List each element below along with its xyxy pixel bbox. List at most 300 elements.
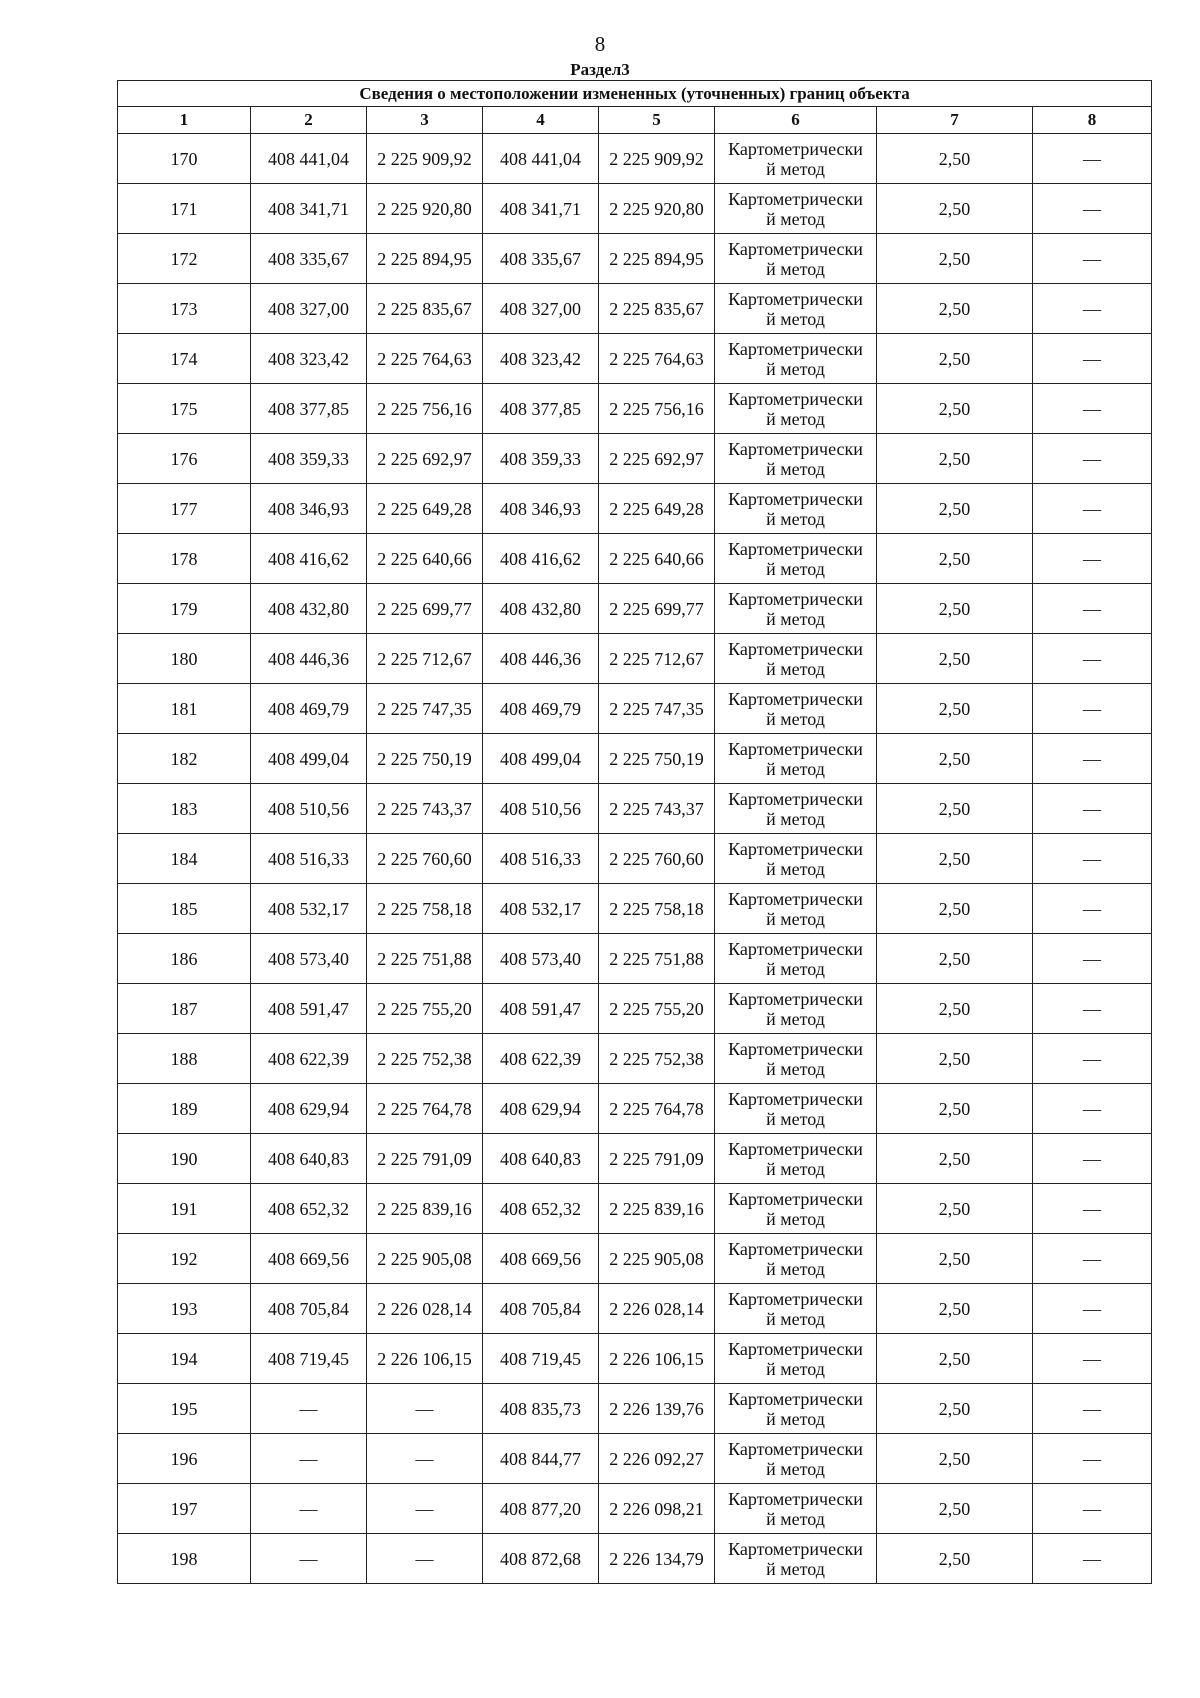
- precision-cell: 2,50: [877, 1534, 1033, 1584]
- method-cell: [715, 984, 877, 1034]
- method-text-line: й метод: [766, 758, 825, 779]
- old-x-cell: —: [251, 1434, 367, 1484]
- method-cell: [715, 434, 877, 484]
- precision-cell: 2,50: [877, 484, 1033, 534]
- old-y-cell: 2 225 764,63: [367, 334, 483, 384]
- column-number: 2: [251, 107, 367, 134]
- new-y-cell: 2 225 894,95: [599, 234, 715, 284]
- method-text-line: й метод: [766, 658, 825, 679]
- description-cell: —: [1033, 1034, 1152, 1084]
- method-text-line: й метод: [766, 1208, 825, 1229]
- table-row: [118, 1134, 1152, 1184]
- point-number-cell: 184: [118, 834, 251, 884]
- precision-cell: 2,50: [877, 234, 1033, 284]
- old-x-cell: 408 346,93: [251, 484, 367, 534]
- old-y-cell: 2 225 751,88: [367, 934, 483, 984]
- description-cell: —: [1033, 384, 1152, 434]
- table-row: [118, 284, 1152, 334]
- column-number: 7: [877, 107, 1033, 134]
- old-x-cell: —: [251, 1534, 367, 1584]
- precision-cell: 2,50: [877, 184, 1033, 234]
- method-cell: [715, 134, 877, 184]
- method-text-line: й метод: [766, 558, 825, 579]
- point-number-cell: 187: [118, 984, 251, 1034]
- old-y-cell: 2 225 699,77: [367, 584, 483, 634]
- old-y-cell: 2 225 750,19: [367, 734, 483, 784]
- precision-cell: 2,50: [877, 784, 1033, 834]
- description-cell: —: [1033, 134, 1152, 184]
- precision-cell: 2,50: [877, 434, 1033, 484]
- table-row: [118, 1034, 1152, 1084]
- description-cell: —: [1033, 234, 1152, 284]
- precision-cell: 2,50: [877, 534, 1033, 584]
- boundary-coordinates-table: [117, 80, 1152, 1584]
- old-x-cell: 408 629,94: [251, 1084, 367, 1134]
- new-x-cell: 408 573,40: [483, 934, 599, 984]
- point-number-cell: 196: [118, 1434, 251, 1484]
- table-row: [118, 934, 1152, 984]
- precision-cell: 2,50: [877, 634, 1033, 684]
- old-x-cell: 408 591,47: [251, 984, 367, 1034]
- old-x-cell: 408 516,33: [251, 834, 367, 884]
- method-text-line: Картометрически: [728, 438, 863, 459]
- description-cell: —: [1033, 634, 1152, 684]
- point-number-cell: 197: [118, 1484, 251, 1534]
- method-cell: [715, 234, 877, 284]
- description-cell: —: [1033, 1384, 1152, 1434]
- new-x-cell: 408 359,33: [483, 434, 599, 484]
- old-x-cell: 408 359,33: [251, 434, 367, 484]
- method-cell: [715, 884, 877, 934]
- table-row: [118, 434, 1152, 484]
- method-cell: [715, 484, 877, 534]
- method-text-line: Картометрически: [728, 1188, 863, 1209]
- point-number-cell: 180: [118, 634, 251, 684]
- old-y-cell: 2 225 905,08: [367, 1234, 483, 1284]
- method-text-line: Картометрически: [728, 938, 863, 959]
- description-cell: —: [1033, 584, 1152, 634]
- new-x-cell: 408 323,42: [483, 334, 599, 384]
- old-x-cell: 408 573,40: [251, 934, 367, 984]
- table-row: [118, 484, 1152, 534]
- description-cell: —: [1033, 784, 1152, 834]
- precision-cell: 2,50: [877, 834, 1033, 884]
- old-y-cell: 2 225 909,92: [367, 134, 483, 184]
- point-number-cell: 172: [118, 234, 251, 284]
- description-cell: —: [1033, 1534, 1152, 1584]
- method-cell: [715, 1034, 877, 1084]
- old-y-cell: 2 225 755,20: [367, 984, 483, 1034]
- new-x-cell: 408 622,39: [483, 1034, 599, 1084]
- method-text-line: й метод: [766, 1458, 825, 1479]
- method-cell: [715, 1184, 877, 1234]
- new-y-cell: 2 225 747,35: [599, 684, 715, 734]
- point-number-cell: 193: [118, 1284, 251, 1334]
- point-number-cell: 186: [118, 934, 251, 984]
- precision-cell: 2,50: [877, 684, 1033, 734]
- method-text-line: Картометрически: [728, 588, 863, 609]
- old-y-cell: 2 225 712,67: [367, 634, 483, 684]
- precision-cell: 2,50: [877, 934, 1033, 984]
- method-cell: [715, 1534, 877, 1584]
- point-number-cell: 175: [118, 384, 251, 434]
- column-number: 8: [1033, 107, 1152, 134]
- new-y-cell: 2 225 760,60: [599, 834, 715, 884]
- old-x-cell: 408 416,62: [251, 534, 367, 584]
- point-number-cell: 182: [118, 734, 251, 784]
- table-row: [118, 984, 1152, 1034]
- point-number-cell: 179: [118, 584, 251, 634]
- precision-cell: 2,50: [877, 1034, 1033, 1084]
- method-text-line: й метод: [766, 858, 825, 879]
- method-text-line: й метод: [766, 1558, 825, 1579]
- new-x-cell: 408 377,85: [483, 384, 599, 434]
- old-y-cell: 2 225 747,35: [367, 684, 483, 734]
- description-cell: —: [1033, 984, 1152, 1034]
- table-row: [118, 834, 1152, 884]
- new-x-cell: 408 335,67: [483, 234, 599, 284]
- new-x-cell: 408 532,17: [483, 884, 599, 934]
- table-row: [118, 184, 1152, 234]
- old-x-cell: 408 446,36: [251, 634, 367, 684]
- point-number-cell: 174: [118, 334, 251, 384]
- point-number-cell: 189: [118, 1084, 251, 1134]
- method-text-line: Картометрически: [728, 488, 863, 509]
- method-text-line: Картометрически: [728, 738, 863, 759]
- new-y-cell: 2 226 139,76: [599, 1384, 715, 1434]
- new-x-cell: 408 669,56: [483, 1234, 599, 1284]
- description-cell: —: [1033, 834, 1152, 884]
- description-cell: —: [1033, 1134, 1152, 1184]
- new-x-cell: 408 346,93: [483, 484, 599, 534]
- description-cell: —: [1033, 1084, 1152, 1134]
- old-x-cell: 408 510,56: [251, 784, 367, 834]
- precision-cell: 2,50: [877, 1284, 1033, 1334]
- method-cell: [715, 684, 877, 734]
- old-x-cell: 408 432,80: [251, 584, 367, 634]
- precision-cell: 2,50: [877, 734, 1033, 784]
- new-y-cell: 2 225 752,38: [599, 1034, 715, 1084]
- new-y-cell: 2 225 756,16: [599, 384, 715, 434]
- new-x-cell: 408 446,36: [483, 634, 599, 684]
- method-text-line: й метод: [766, 608, 825, 629]
- old-x-cell: 408 640,83: [251, 1134, 367, 1184]
- new-y-cell: 2 226 028,14: [599, 1284, 715, 1334]
- method-text-line: Картометрически: [728, 188, 863, 209]
- method-cell: [715, 934, 877, 984]
- method-text-line: Картометрически: [728, 988, 863, 1009]
- method-text-line: Картометрически: [728, 1388, 863, 1409]
- new-y-cell: 2 226 134,79: [599, 1534, 715, 1584]
- description-cell: —: [1033, 734, 1152, 784]
- precision-cell: 2,50: [877, 1234, 1033, 1284]
- point-number-cell: 177: [118, 484, 251, 534]
- old-x-cell: —: [251, 1384, 367, 1434]
- method-text-line: й метод: [766, 408, 825, 429]
- method-cell: [715, 834, 877, 884]
- old-y-cell: 2 226 028,14: [367, 1284, 483, 1334]
- method-cell: [715, 334, 877, 384]
- method-cell: [715, 534, 877, 584]
- point-number-cell: 173: [118, 284, 251, 334]
- method-text-line: Картометрически: [728, 138, 863, 159]
- method-text-line: й метод: [766, 908, 825, 929]
- point-number-cell: 194: [118, 1334, 251, 1384]
- description-cell: —: [1033, 534, 1152, 584]
- method-text-line: й метод: [766, 958, 825, 979]
- method-cell: [715, 1084, 877, 1134]
- old-x-cell: 408 377,85: [251, 384, 367, 434]
- method-cell: [715, 184, 877, 234]
- point-number-cell: 170: [118, 134, 251, 184]
- precision-cell: 2,50: [877, 1134, 1033, 1184]
- point-number-cell: 195: [118, 1384, 251, 1434]
- description-cell: —: [1033, 434, 1152, 484]
- precision-cell: 2,50: [877, 1084, 1033, 1134]
- new-x-cell: 408 591,47: [483, 984, 599, 1034]
- old-y-cell: 2 225 692,97: [367, 434, 483, 484]
- description-cell: —: [1033, 684, 1152, 734]
- new-x-cell: 408 652,32: [483, 1184, 599, 1234]
- method-text-line: Картометрически: [728, 1138, 863, 1159]
- method-text-line: й метод: [766, 208, 825, 229]
- description-cell: —: [1033, 484, 1152, 534]
- method-text-line: й метод: [766, 708, 825, 729]
- section-title: Раздел3: [570, 60, 630, 79]
- new-x-cell: 408 510,56: [483, 784, 599, 834]
- old-x-cell: 408 705,84: [251, 1284, 367, 1334]
- old-y-cell: 2 225 894,95: [367, 234, 483, 284]
- new-y-cell: 2 225 791,09: [599, 1134, 715, 1184]
- old-y-cell: —: [367, 1384, 483, 1434]
- table-row: [118, 1434, 1152, 1484]
- precision-cell: 2,50: [877, 1384, 1033, 1434]
- old-x-cell: 408 622,39: [251, 1034, 367, 1084]
- new-x-cell: 408 835,73: [483, 1384, 599, 1434]
- method-text-line: й метод: [766, 1508, 825, 1529]
- old-x-cell: 408 652,32: [251, 1184, 367, 1234]
- method-text-line: й метод: [766, 1308, 825, 1329]
- new-y-cell: 2 225 743,37: [599, 784, 715, 834]
- precision-cell: 2,50: [877, 1184, 1033, 1234]
- new-x-cell: 408 705,84: [483, 1284, 599, 1334]
- method-text-line: Картометрически: [728, 388, 863, 409]
- method-text-line: й метод: [766, 158, 825, 179]
- old-x-cell: 408 532,17: [251, 884, 367, 934]
- method-text-line: Картометрически: [728, 1538, 863, 1559]
- new-y-cell: 2 225 758,18: [599, 884, 715, 934]
- point-number-cell: 171: [118, 184, 251, 234]
- method-text-line: й метод: [766, 1058, 825, 1079]
- column-number: 3: [367, 107, 483, 134]
- old-y-cell: 2 225 920,80: [367, 184, 483, 234]
- new-y-cell: 2 225 764,78: [599, 1084, 715, 1134]
- old-y-cell: —: [367, 1434, 483, 1484]
- new-x-cell: 408 844,77: [483, 1434, 599, 1484]
- page-number: 8: [594, 32, 606, 56]
- method-cell: [715, 1384, 877, 1434]
- method-text-line: й метод: [766, 308, 825, 329]
- description-cell: —: [1033, 1334, 1152, 1384]
- new-y-cell: 2 225 649,28: [599, 484, 715, 534]
- point-number-cell: 181: [118, 684, 251, 734]
- precision-cell: 2,50: [877, 284, 1033, 334]
- point-number-cell: 198: [118, 1534, 251, 1584]
- old-y-cell: 2 225 649,28: [367, 484, 483, 534]
- method-text-line: й метод: [766, 1108, 825, 1129]
- method-text-line: Картометрически: [728, 1288, 863, 1309]
- description-cell: —: [1033, 934, 1152, 984]
- method-text-line: Картометрически: [728, 838, 863, 859]
- table-row: [118, 1234, 1152, 1284]
- new-x-cell: 408 327,00: [483, 284, 599, 334]
- table-row: [118, 684, 1152, 734]
- table-caption: Сведения о местоположении измененных (уточненных) границ объекта: [118, 81, 1152, 107]
- method-cell: [715, 784, 877, 834]
- method-text-line: й метод: [766, 1408, 825, 1429]
- precision-cell: 2,50: [877, 984, 1033, 1034]
- precision-cell: 2,50: [877, 1334, 1033, 1384]
- new-y-cell: 2 225 750,19: [599, 734, 715, 784]
- precision-cell: 2,50: [877, 1434, 1033, 1484]
- old-y-cell: —: [367, 1534, 483, 1584]
- table-row: [118, 884, 1152, 934]
- method-text-line: Картометрически: [728, 888, 863, 909]
- new-y-cell: 2 226 106,15: [599, 1334, 715, 1384]
- method-text-line: Картометрически: [728, 788, 863, 809]
- new-x-cell: 408 629,94: [483, 1084, 599, 1134]
- point-number-cell: 185: [118, 884, 251, 934]
- method-text-line: й метод: [766, 1158, 825, 1179]
- description-cell: —: [1033, 1434, 1152, 1484]
- method-text-line: Картометрически: [728, 638, 863, 659]
- new-y-cell: 2 225 839,16: [599, 1184, 715, 1234]
- old-x-cell: 408 469,79: [251, 684, 367, 734]
- description-cell: —: [1033, 1184, 1152, 1234]
- old-y-cell: 2 225 758,18: [367, 884, 483, 934]
- new-y-cell: 2 225 712,67: [599, 634, 715, 684]
- method-text-line: Картометрически: [728, 1088, 863, 1109]
- old-x-cell: —: [251, 1484, 367, 1534]
- old-x-cell: 408 323,42: [251, 334, 367, 384]
- new-y-cell: 2 225 699,77: [599, 584, 715, 634]
- method-text-line: й метод: [766, 1008, 825, 1029]
- old-x-cell: 408 669,56: [251, 1234, 367, 1284]
- column-number-row: [118, 107, 1152, 134]
- new-x-cell: 408 719,45: [483, 1334, 599, 1384]
- table-row: [118, 1084, 1152, 1134]
- old-y-cell: 2 225 835,67: [367, 284, 483, 334]
- point-number-cell: 188: [118, 1034, 251, 1084]
- table-row: [118, 734, 1152, 784]
- table-row: [118, 1334, 1152, 1384]
- old-y-cell: 2 225 791,09: [367, 1134, 483, 1184]
- new-x-cell: 408 469,79: [483, 684, 599, 734]
- column-number: 5: [599, 107, 715, 134]
- point-number-cell: 183: [118, 784, 251, 834]
- table-row: [118, 234, 1152, 284]
- table-row: [118, 1534, 1152, 1584]
- table-row: [118, 584, 1152, 634]
- method-text-line: Картометрически: [728, 288, 863, 309]
- point-number-cell: 192: [118, 1234, 251, 1284]
- method-text-line: Картометрически: [728, 338, 863, 359]
- new-x-cell: 408 499,04: [483, 734, 599, 784]
- new-y-cell: 2 225 764,63: [599, 334, 715, 384]
- point-number-cell: 176: [118, 434, 251, 484]
- point-number-cell: 190: [118, 1134, 251, 1184]
- column-number: 1: [118, 107, 251, 134]
- new-x-cell: 408 341,71: [483, 184, 599, 234]
- old-x-cell: 408 441,04: [251, 134, 367, 184]
- old-x-cell: 408 327,00: [251, 284, 367, 334]
- column-number: 6: [715, 107, 877, 134]
- new-y-cell: 2 225 751,88: [599, 934, 715, 984]
- new-x-cell: 408 432,80: [483, 584, 599, 634]
- description-cell: —: [1033, 1284, 1152, 1334]
- point-number-cell: 191: [118, 1184, 251, 1234]
- table-row: [118, 134, 1152, 184]
- method-text-line: й метод: [766, 258, 825, 279]
- method-cell: [715, 584, 877, 634]
- method-text-line: й метод: [766, 1258, 825, 1279]
- old-x-cell: 408 335,67: [251, 234, 367, 284]
- old-x-cell: 408 499,04: [251, 734, 367, 784]
- method-text-line: Картометрически: [728, 238, 863, 259]
- method-cell: [715, 1284, 877, 1334]
- method-cell: [715, 1484, 877, 1534]
- new-x-cell: 408 416,62: [483, 534, 599, 584]
- old-y-cell: 2 225 743,37: [367, 784, 483, 834]
- method-cell: [715, 634, 877, 684]
- method-cell: [715, 734, 877, 784]
- description-cell: —: [1033, 334, 1152, 384]
- method-text-line: Картометрически: [728, 1238, 863, 1259]
- old-x-cell: 408 719,45: [251, 1334, 367, 1384]
- method-text-line: й метод: [766, 508, 825, 529]
- old-y-cell: —: [367, 1484, 483, 1534]
- column-number: 4: [483, 107, 599, 134]
- old-y-cell: 2 225 756,16: [367, 384, 483, 434]
- table-row: [118, 334, 1152, 384]
- new-y-cell: 2 225 640,66: [599, 534, 715, 584]
- description-cell: —: [1033, 1234, 1152, 1284]
- old-x-cell: 408 341,71: [251, 184, 367, 234]
- precision-cell: 2,50: [877, 884, 1033, 934]
- description-cell: —: [1033, 184, 1152, 234]
- method-text-line: Картометрически: [728, 1338, 863, 1359]
- description-cell: —: [1033, 1484, 1152, 1534]
- method-text-line: Картометрически: [728, 538, 863, 559]
- precision-cell: 2,50: [877, 334, 1033, 384]
- table-row: [118, 534, 1152, 584]
- table-row: [118, 1284, 1152, 1334]
- new-y-cell: 2 225 692,97: [599, 434, 715, 484]
- old-y-cell: 2 225 764,78: [367, 1084, 483, 1134]
- precision-cell: 2,50: [877, 584, 1033, 634]
- old-y-cell: 2 225 752,38: [367, 1034, 483, 1084]
- method-text-line: й метод: [766, 458, 825, 479]
- method-cell: [715, 284, 877, 334]
- method-text-line: Картометрически: [728, 1488, 863, 1509]
- method-cell: [715, 1234, 877, 1284]
- table-body: [118, 134, 1152, 1584]
- new-x-cell: 408 640,83: [483, 1134, 599, 1184]
- table-row: [118, 1384, 1152, 1434]
- new-y-cell: 2 226 092,27: [599, 1434, 715, 1484]
- description-cell: —: [1033, 284, 1152, 334]
- new-y-cell: 2 226 098,21: [599, 1484, 715, 1534]
